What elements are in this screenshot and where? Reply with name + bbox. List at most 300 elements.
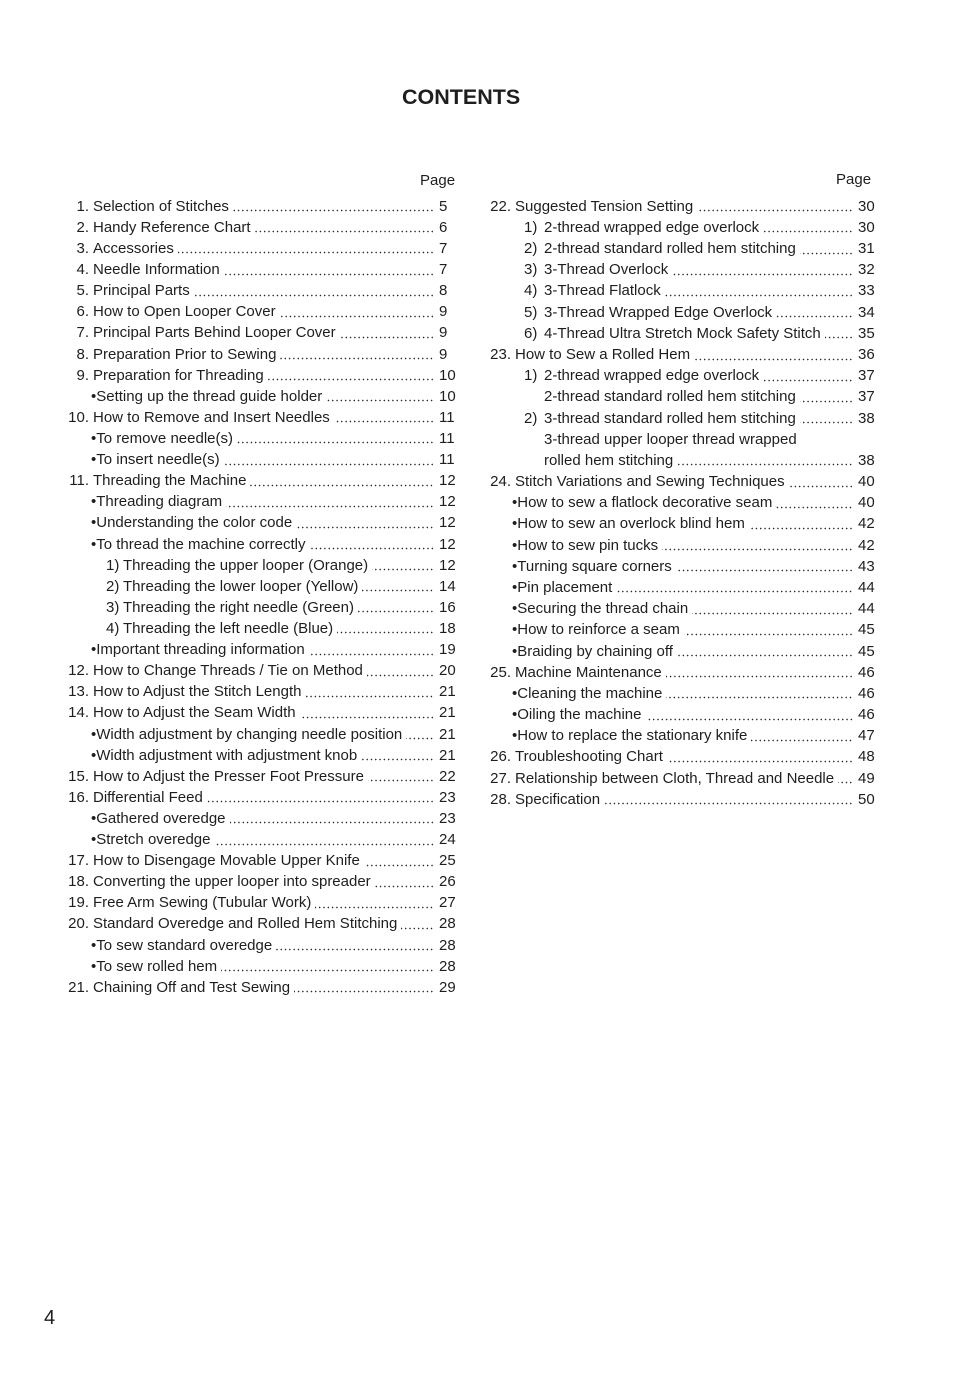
dot-leader [280,301,434,322]
dot-leader [697,196,853,217]
entry-page-number: 29 [439,978,456,996]
entry-page-number: 21 [439,683,456,701]
dot-leader [224,449,434,470]
entry-page-number: 47 [858,727,875,745]
toc-subentry [486,725,878,746]
toc-step [64,576,459,597]
entry-title: 2-thread standard rolled hem stitching [544,388,796,406]
entry-number: 2) [524,240,538,258]
toc-subentry [64,639,459,660]
entry-number: 17. [68,852,89,870]
toc-subentry [64,512,459,533]
dot-leader [294,977,434,998]
dot-leader [666,662,853,683]
entry-page-number: 40 [858,473,875,490]
entry-title: Relationship between Cloth, Thread and Needle [515,769,835,787]
entry-page-number: 9 [439,324,448,342]
entry-title: Suggested Tension Setting [515,197,694,215]
entry-title: How to Open Looper Cover [93,303,276,321]
toc-subentry [486,619,878,640]
toc-subentry [486,535,878,556]
toc-entry-continuation [486,386,878,407]
entry-page-number: 46 [858,684,875,702]
entry-page-number: 32 [858,261,875,279]
entry-title: •How to replace the stationary knife [512,727,748,745]
entry-title: •Width adjustment by changing needle position [91,725,403,743]
dot-leader [300,702,434,723]
entry-title: Preparation for Threading [93,366,264,384]
entry-title: •Oiling the machine [512,706,642,723]
dot-leader [280,344,434,365]
dot-leader [315,892,434,913]
toc-entry [64,892,459,913]
dot-leader [604,789,853,810]
toc-step [64,597,459,618]
dot-leader [237,428,434,449]
dot-leader [276,935,434,956]
dot-leader [326,386,434,407]
toc-step [486,238,878,259]
toc-entry [64,196,459,217]
entry-page-number: 25 [439,852,456,870]
entry-title: •Width adjustment with adjustment knob [91,746,358,764]
entry-page-number: 21 [439,725,456,743]
entry-page-number: 44 [858,600,875,618]
entry-title: •Stretch overedge [91,831,211,848]
entry-page-number: 12 [439,493,456,511]
entry-page-number: 28 [439,936,456,954]
toc-entry [64,238,459,259]
entry-title: •How to reinforce a seam [512,621,680,639]
dot-leader [616,577,853,598]
entry-number: 2) [524,409,538,427]
entry-page-number: 27 [439,894,456,912]
entry-title: How to Sew a Rolled Hem [515,346,691,363]
dot-leader [221,956,434,977]
entry-number: 1. [76,197,89,215]
page-number: 4 [44,1307,56,1329]
entry-page-number: 38 [858,451,875,469]
entry-page-number: 23 [439,788,456,806]
dot-leader [178,238,434,259]
toc-subentry [486,556,878,577]
dot-leader [305,681,434,702]
dot-leader [358,597,434,618]
entry-title: 2-thread wrapped edge overlock [544,218,760,236]
entry-number: 3) [106,598,120,616]
page-title: CONTENTS [402,85,521,109]
entry-page-number: 9 [439,303,448,321]
entry-title: •Turning square corners [512,557,672,575]
toc-entry [64,259,459,280]
toc-subentry [486,513,878,534]
toc-entry [64,977,459,998]
dot-leader [763,365,853,386]
toc-entry [64,217,459,238]
entry-number: 4) [106,619,120,637]
entry-number: 2) [106,577,120,595]
entry-title: 2-thread standard rolled hem stitching [544,240,796,258]
toc-entry [486,196,878,217]
toc-step [486,259,878,280]
entry-page-number: 45 [858,621,875,639]
dot-leader [694,344,853,365]
entry-page-number: 46 [858,706,875,723]
entry-page-number: 24 [439,831,456,848]
dot-leader [226,491,434,512]
entry-number: 27. [490,769,511,787]
toc-subentry [64,386,459,407]
entry-title: •To thread the machine correctly [91,535,306,553]
entry-number: 20. [68,915,89,933]
entry-title: •To sew standard overedge [91,936,273,954]
entry-number: 18. [68,873,89,891]
toc-entry [64,871,459,892]
entry-title: Free Arm Sewing (Tubular Work) [93,894,312,912]
dot-leader [194,280,434,301]
entry-number: 16. [68,788,89,806]
toc-step [486,365,878,386]
toc-step [64,618,459,639]
entry-number: 3. [76,239,89,257]
dot-leader [684,619,853,640]
entry-page-number: 11 [439,408,455,426]
dot-leader [749,513,853,534]
entry-page-number: 18 [439,619,456,637]
entry-title: Differential Feed [93,788,203,806]
entry-title: •Securing the thread chain [512,600,689,618]
toc-entry [64,850,459,871]
entry-title: Threading the lower looper (Yellow) [123,577,359,595]
dot-leader [406,724,434,745]
dot-leader [676,556,853,577]
toc-entry [64,344,459,365]
toc-entry [64,365,459,386]
entry-number: 6) [524,324,538,342]
dot-leader [800,238,853,259]
dot-leader [310,534,434,555]
entry-page-number: 12 [439,514,456,532]
dot-leader [309,639,434,660]
entry-title: Accessories [93,239,174,257]
entry-number: 6. [76,303,89,321]
entry-title: •Understanding the color code [91,514,293,532]
entry-title: •Threading diagram [91,493,223,511]
toc-entry [486,662,878,683]
entry-title: 2-thread wrapped edge overlock [544,367,760,385]
entry-number: 8. [76,345,89,363]
entry-number: 23. [490,346,511,363]
entry-title: •Cleaning the machine [512,684,663,702]
entry-page-number: 8 [439,282,448,300]
dot-leader [662,535,853,556]
toc-subentry [64,724,459,745]
entry-title: 3-thread upper looper thread wrapped [544,430,797,448]
entry-title: Selection of Stitches [93,197,229,215]
entry-number: 26. [490,748,511,766]
entry-title: Threading the upper looper (Orange) [123,556,369,574]
dot-leader [255,217,434,238]
entry-page-number: 37 [858,388,875,406]
entry-page-number: 42 [858,515,875,533]
entry-title: •Gathered overedge [91,809,226,827]
entry-title: Chaining Off and Test Sewing [93,978,291,996]
dot-leader [215,829,435,850]
entry-title: 4-Thread Ultra Stretch Mock Safety Stitch [544,324,821,342]
toc-subentry [486,577,878,598]
dot-leader [825,323,853,344]
dot-leader [364,850,434,871]
entry-title: •To sew rolled hem [91,957,218,975]
dot-leader [207,787,434,808]
entry-title: Standard Overedge and Rolled Hem Stitching [93,915,398,933]
entry-page-number: 10 [439,366,456,384]
toc-entry [64,660,459,681]
toc-subentry [64,428,459,449]
entry-title: How to Remove and Insert Needles [93,408,330,426]
toc-entry [486,746,878,767]
entry-number: 4) [524,282,538,300]
toc-subentry [486,704,878,725]
entry-page-number: 12 [439,556,456,574]
entry-title: 3-Thread Overlock [544,261,669,279]
toc-entry [486,471,878,492]
dot-leader [646,704,854,725]
entry-title: Converting the upper looper into spreader [93,873,371,891]
dot-leader [340,322,434,343]
entry-page-number: 38 [858,409,875,427]
entry-page-number: 33 [858,282,875,300]
dot-leader [665,280,853,301]
dot-leader [224,259,434,280]
entry-title: Threading the Machine [93,472,247,490]
entry-page-number: 20 [439,662,456,680]
entry-page-number: 11 [439,429,455,447]
dot-leader [751,725,853,746]
entry-title: •How to sew pin tucks [512,536,659,554]
entry-title: •How to sew a flatlock decorative seam [512,494,773,512]
toc-subentry [64,808,459,829]
toc-entry [64,702,459,723]
entry-page-number: 30 [858,197,875,215]
dot-leader [296,512,434,533]
toc-step [64,555,459,576]
dot-leader [838,768,853,789]
entry-number: 10. [68,408,89,426]
dot-leader [268,365,434,386]
dot-leader [230,808,434,829]
dot-leader [362,576,434,597]
dot-leader [692,598,853,619]
entry-number: 24. [490,473,511,490]
page-column-header-left: Page [420,172,456,189]
entry-page-number: 50 [858,790,875,808]
dot-leader [372,555,434,576]
entry-title: How to Disengage Movable Upper Knife [93,852,360,870]
entry-page-number: 31 [858,240,875,258]
dot-leader [666,683,853,704]
entry-title: How to Adjust the Stitch Length [93,683,302,701]
entry-title: •To remove needle(s) [91,429,233,447]
entry-title: •Pin placement [512,578,613,596]
entry-title: Principal Parts Behind Looper Cover [93,324,336,342]
toc-entry [486,768,878,789]
entry-number: 25. [490,663,511,681]
toc-subentry [64,534,459,555]
dot-leader [233,196,434,217]
entry-page-number: 26 [439,873,456,891]
toc-entry-continuation [486,429,878,450]
entry-page-number: 9 [439,345,448,363]
entry-page-number: 10 [439,387,456,405]
entry-title: 3-Thread Wrapped Edge Overlock [544,303,773,321]
dot-leader [250,470,434,491]
entry-page-number: 14 [439,577,456,595]
entry-page-number: 5 [439,197,448,215]
toc-step [486,302,878,323]
dot-leader [763,217,853,238]
toc-entry [64,913,459,934]
entry-title: •How to sew an overlock blind hem [512,515,745,533]
dot-leader [375,871,434,892]
toc-subentry [486,641,878,662]
entry-title: Troubleshooting Chart [515,748,663,766]
entry-page-number: 11 [439,451,455,468]
entry-number: 1) [524,367,538,385]
toc-subentry [64,935,459,956]
toc-step [486,323,878,344]
toc-entry [64,301,459,322]
entry-page-number: 6 [439,218,448,236]
toc-step [486,280,878,301]
entry-page-number: 28 [439,915,456,933]
entry-number: 13. [68,683,89,701]
entry-page-number: 21 [439,746,456,764]
entry-number: 2. [76,218,89,236]
dot-leader [776,302,853,323]
entry-page-number: 12 [439,535,456,553]
entry-page-number: 28 [439,957,456,975]
toc-entry [64,407,459,428]
entry-title: Machine Maintenance [515,663,662,681]
entry-title: How to Adjust the Presser Foot Pressure [93,767,364,785]
dot-leader [667,746,853,767]
entry-page-number: 37 [858,367,875,385]
entry-title: How to Adjust the Seam Width [93,704,296,722]
toc-entry [64,322,459,343]
entry-title: •Important threading information [91,641,305,658]
entry-number: 7. [76,324,89,342]
entry-title: 3-thread standard rolled hem stitching [544,409,796,427]
entry-title: Specification [515,790,601,808]
toc-step [486,408,878,429]
entry-title: Stitch Variations and Sewing Techniques [515,473,785,490]
toc-entry [64,681,459,702]
entry-number: 12. [68,662,89,680]
entry-page-number: 21 [439,704,456,722]
entry-page-number: 12 [439,472,456,490]
entry-page-number: 23 [439,809,456,827]
entry-number: 21. [68,978,89,996]
toc-entry [64,766,459,787]
entry-title: Handy Reference Chart [93,218,251,236]
entry-number: 11. [69,472,89,490]
entry-title: Threading the right needle (Green) [123,598,354,616]
entry-number: 19. [68,894,89,912]
entry-page-number: 44 [858,578,875,596]
dot-leader [789,471,853,492]
entry-number: 5. [76,282,89,300]
entry-title: How to Change Threads / Tie on Method [93,662,363,680]
dot-leader [672,259,853,280]
entry-number: 4. [76,261,89,278]
toc-subentry [64,829,459,850]
entry-number: 5) [524,303,538,321]
entry-page-number: 36 [858,346,875,363]
entry-page-number: 34 [858,303,875,321]
entry-title: •Setting up the thread guide holder [91,387,323,405]
entry-page-number: 43 [858,557,875,575]
entry-page-number: 35 [858,324,875,342]
toc-subentry [64,745,459,766]
toc-entry [486,789,878,810]
dot-leader [367,660,434,681]
toc-subentry [64,449,459,470]
toc-entry [64,470,459,491]
entry-title: •To insert needle(s) [91,451,220,468]
toc-entry [64,787,459,808]
dot-leader [334,407,434,428]
toc-subentry [64,491,459,512]
entry-title: •Braiding by chaining off [512,642,673,660]
dot-leader [677,450,853,471]
entry-title: 3-Thread Flatlock [544,282,661,300]
entry-page-number: 46 [858,663,875,681]
entry-number: 1) [524,218,538,236]
entry-number: 15. [68,767,89,785]
entry-page-number: 19 [439,641,456,658]
entry-title: Preparation Prior to Sewing [93,345,277,363]
entry-title: Threading the left needle (Blue) [123,619,334,637]
entry-page-number: 22 [439,767,456,785]
toc-subentry [64,956,459,977]
dot-leader [401,913,434,934]
toc-entry [486,344,878,365]
entry-title: Needle Information [93,261,220,278]
entry-page-number: 45 [858,642,875,660]
entry-page-number: 40 [858,494,875,512]
entry-number: 14. [68,704,89,722]
entry-number: 9. [76,366,89,384]
entry-title: Principal Parts [93,282,190,300]
toc-entry-continuation [486,450,878,471]
entry-page-number: 7 [439,261,448,278]
entry-number: 3) [524,261,538,279]
dot-leader [800,408,853,429]
toc-step [486,217,878,238]
entry-title: rolled hem stitching [544,451,674,469]
entry-number: 28. [490,790,511,808]
entry-page-number: 49 [858,769,875,787]
entry-page-number: 42 [858,536,875,554]
dot-leader [800,386,853,407]
toc-subentry [486,492,878,513]
entry-page-number: 48 [858,748,875,766]
dot-leader [361,745,434,766]
dot-leader [368,766,434,787]
entry-page-number: 16 [439,598,456,616]
entry-page-number: 7 [439,239,448,257]
